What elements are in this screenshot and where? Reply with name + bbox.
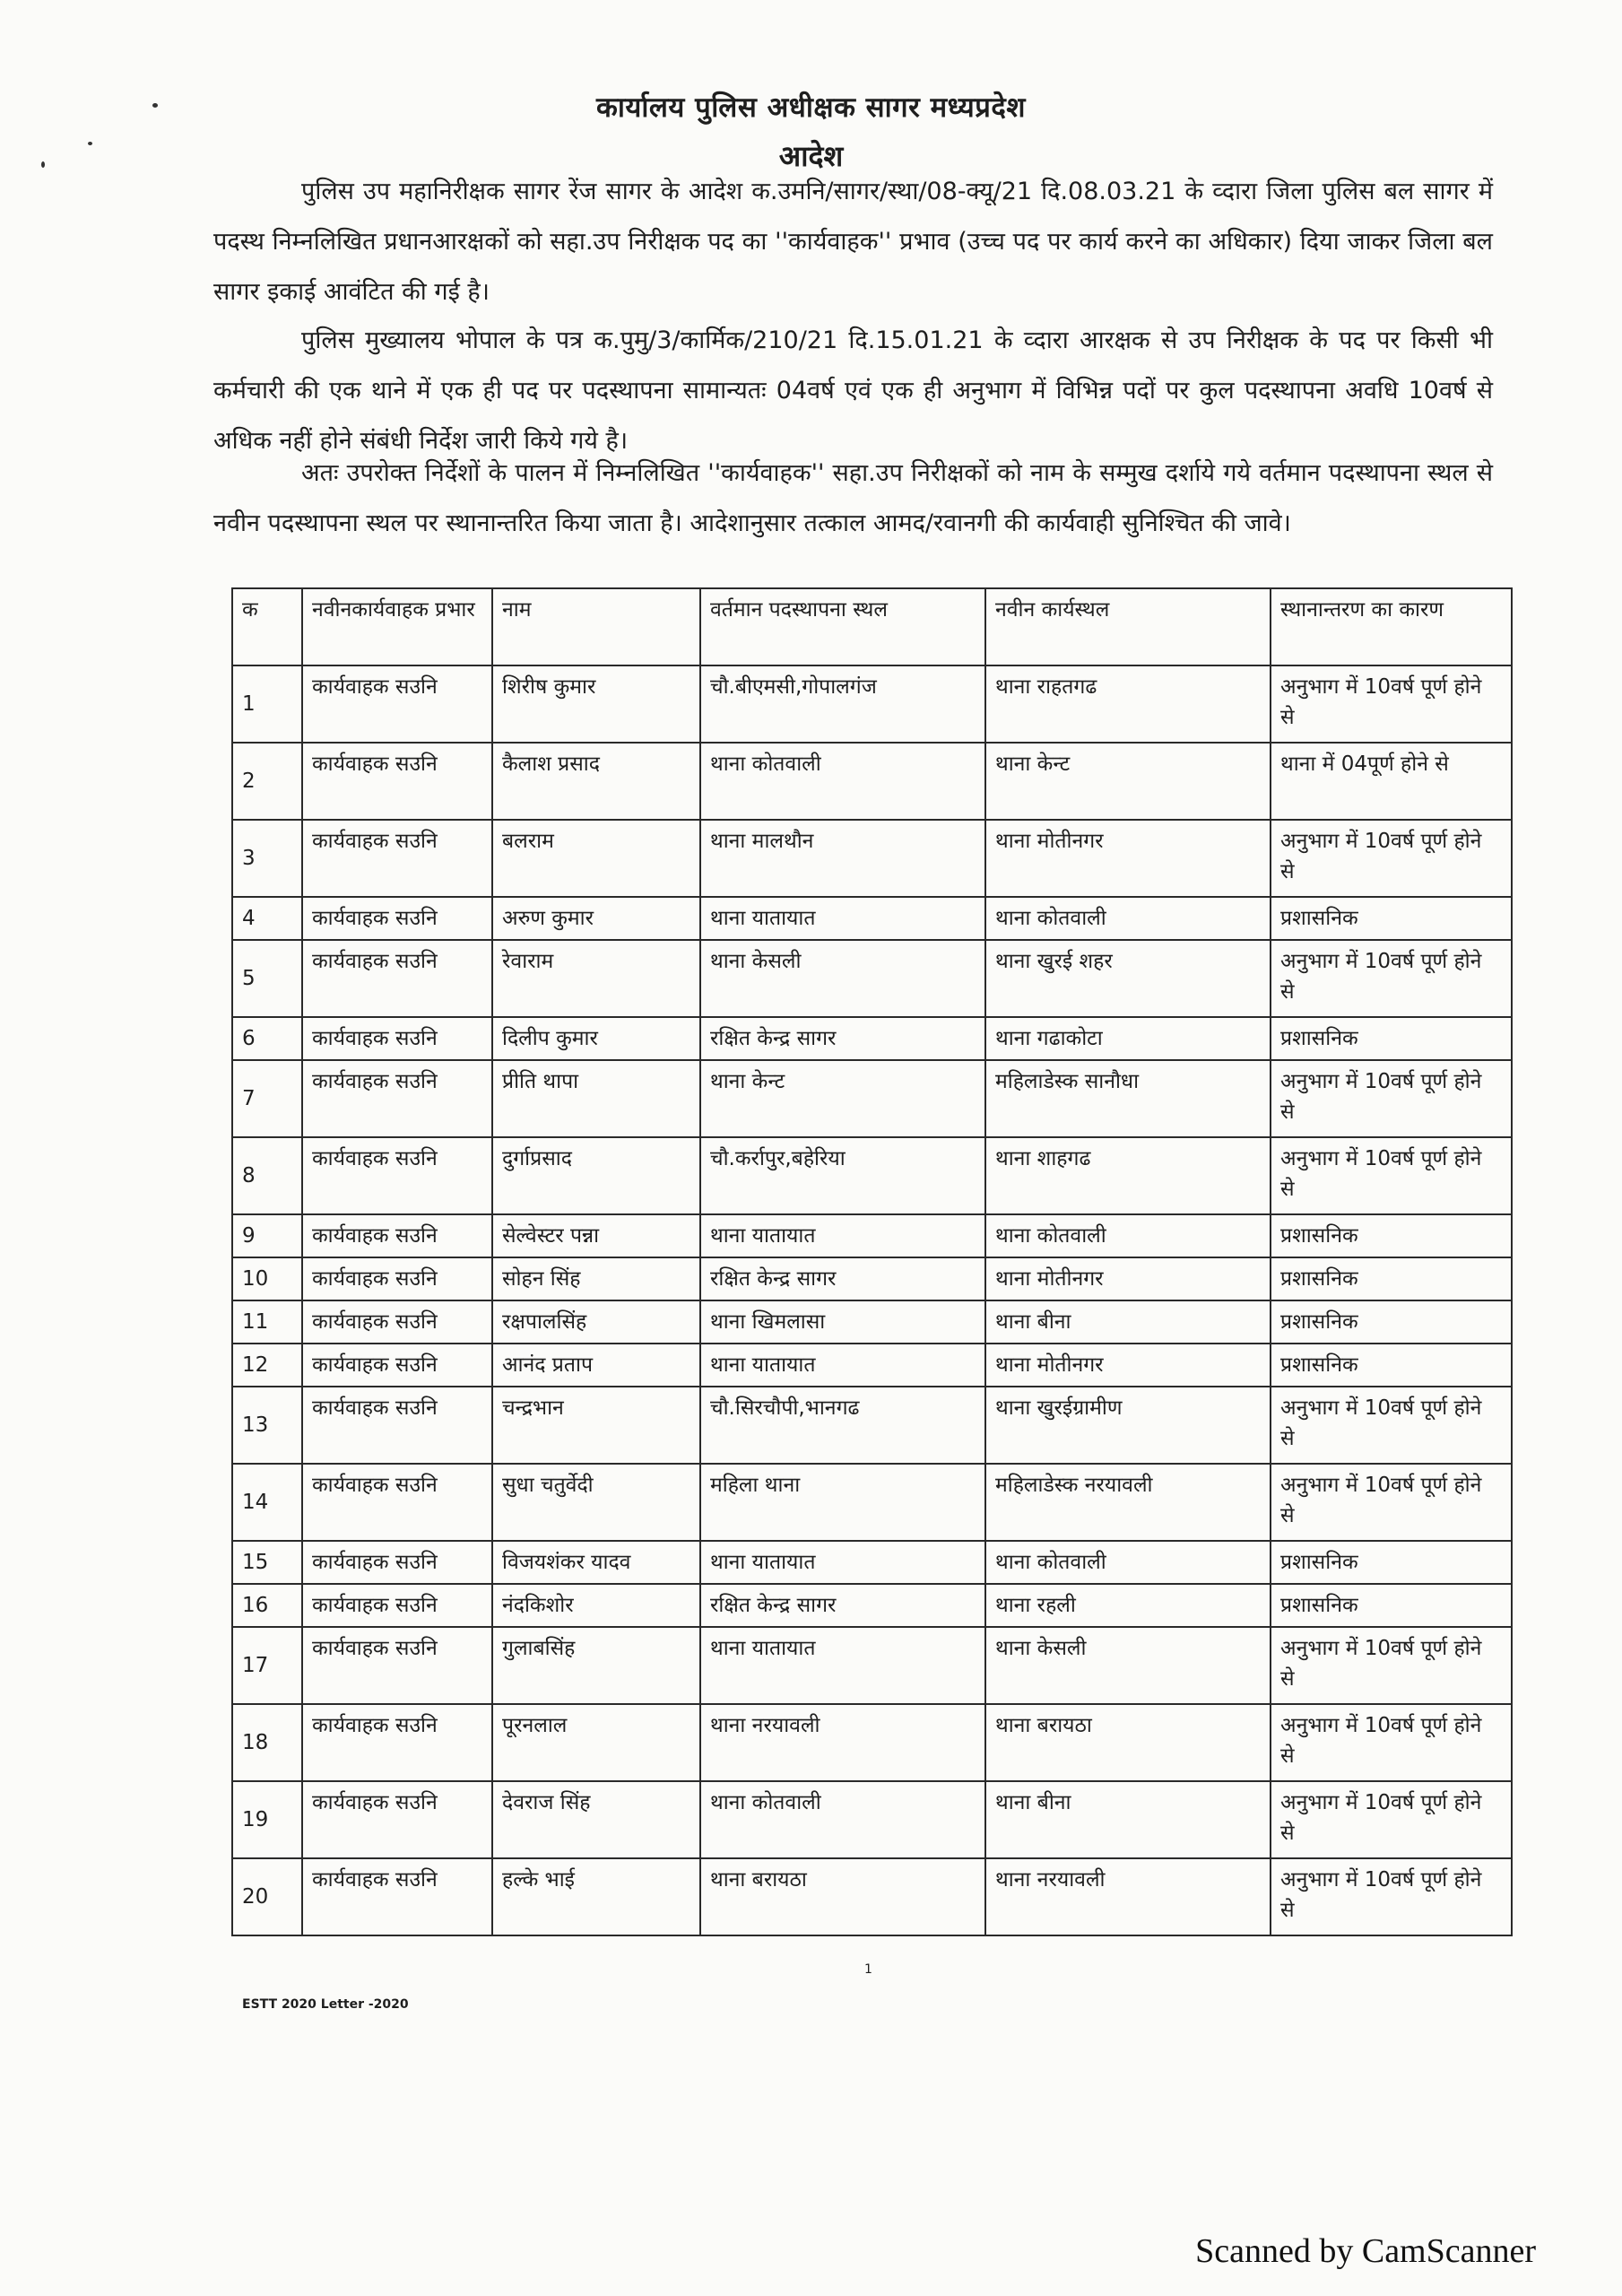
cell-charge: कार्यवाहक सउनि xyxy=(302,1627,492,1704)
cell-serial: 16 xyxy=(232,1584,302,1627)
cell-charge: कार्यवाहक सउनि xyxy=(302,1060,492,1137)
cell-serial: 9 xyxy=(232,1214,302,1257)
table-row xyxy=(232,1627,1512,1704)
cell-new-posting: थाना मोतीनगर xyxy=(985,1344,1271,1387)
cell-serial: 8 xyxy=(232,1137,302,1214)
cell-new-posting: थाना शाहगढ xyxy=(985,1137,1271,1214)
cell-current-posting: महिला थाना xyxy=(700,1464,985,1541)
cell-reason: अनुभाग में 10वर्ष पूर्ण होने से xyxy=(1271,1464,1512,1541)
paragraph-1 xyxy=(213,167,1493,317)
cell-reason: प्रशासनिक xyxy=(1271,1300,1512,1344)
cell-new-posting: थाना राहतगढ xyxy=(985,665,1271,743)
cell-charge: कार्यवाहक सउनि xyxy=(302,743,492,820)
cell-current-posting: चौ.बीएमसी,गोपालगंज xyxy=(700,665,985,743)
table-row xyxy=(232,1137,1512,1214)
cell-name: शिरीष कुमार xyxy=(492,665,700,743)
cell-current-posting: थाना यातायात xyxy=(700,897,985,940)
cell-name: सेल्वेस्टर पन्ना xyxy=(492,1214,700,1257)
cell-new-posting: थाना कोतवाली xyxy=(985,1541,1271,1584)
cell-reason: अनुभाग में 10वर्ष पूर्ण होने से xyxy=(1271,1627,1512,1704)
scanner-watermark: Scanned by CamScanner xyxy=(1195,2232,1536,2270)
table-row xyxy=(232,940,1512,1017)
order-title: आदेश xyxy=(778,139,844,173)
cell-reason: अनुभाग में 10वर्ष पूर्ण होने से xyxy=(1271,1060,1512,1137)
table-header-row xyxy=(232,588,1512,665)
cell-reason: प्रशासनिक xyxy=(1271,897,1512,940)
cell-serial: 20 xyxy=(232,1858,302,1935)
cell-reason: अनुभाग में 10वर्ष पूर्ण होने से xyxy=(1271,1781,1512,1858)
cell-charge: कार्यवाहक सउनि xyxy=(302,1387,492,1464)
table-row xyxy=(232,1214,1512,1257)
cell-charge: कार्यवाहक सउनि xyxy=(302,1464,492,1541)
cell-new-posting: थाना बीना xyxy=(985,1300,1271,1344)
cell-name: नंदकिशोर xyxy=(492,1584,700,1627)
cell-new-posting: थाना कोतवाली xyxy=(985,897,1271,940)
cell-current-posting: थाना केसली xyxy=(700,940,985,1017)
cell-current-posting: थाना खिमलासा xyxy=(700,1300,985,1344)
cell-current-posting: रक्षित केन्द्र सागर xyxy=(700,1584,985,1627)
cell-serial: 14 xyxy=(232,1464,302,1541)
cell-current-posting: रक्षित केन्द्र सागर xyxy=(700,1257,985,1300)
paragraph-2 xyxy=(213,316,1493,466)
cell-name: सोहन सिंह xyxy=(492,1257,700,1300)
cell-reason: अनुभाग में 10वर्ष पूर्ण होने से xyxy=(1271,940,1512,1017)
cell-reason: प्रशासनिक xyxy=(1271,1344,1512,1387)
cell-name: चन्द्रभान xyxy=(492,1387,700,1464)
cell-charge: कार्यवाहक सउनि xyxy=(302,1858,492,1935)
cell-charge: कार्यवाहक सउनि xyxy=(302,1584,492,1627)
cell-serial: 12 xyxy=(232,1344,302,1387)
cell-name: कैलाश प्रसाद xyxy=(492,743,700,820)
cell-serial: 3 xyxy=(232,820,302,897)
cell-serial: 19 xyxy=(232,1781,302,1858)
cell-serial: 6 xyxy=(232,1017,302,1060)
table-row xyxy=(232,1584,1512,1627)
cell-current-posting: थाना नरयावली xyxy=(700,1704,985,1781)
cell-serial: 11 xyxy=(232,1300,302,1344)
cell-name: दिलीप कुमार xyxy=(492,1017,700,1060)
cell-charge: कार्यवाहक सउनि xyxy=(302,1137,492,1214)
cell-new-posting: थाना केन्ट xyxy=(985,743,1271,820)
cell-name: प्रीति थापा xyxy=(492,1060,700,1137)
cell-charge: कार्यवाहक सउनि xyxy=(302,1541,492,1584)
table-body xyxy=(232,665,1512,1935)
header-new-posting: नवीन कार्यस्थल xyxy=(985,588,1271,665)
cell-new-posting: थाना मोतीनगर xyxy=(985,1257,1271,1300)
paragraph-1-text: पुलिस उप महानिरीक्षक सागर रेंज सागर के आदेश क.उमनि/सागर/स्था/08-क्यू/21 दि.08.03.21 के व्दारा जिला पुलिस बल सागर में पदस्थ निम्नलिखित प्रधानआरक्षकों को सहा.उप निरीक्षक पद का ''कार्यवाहक'' प्रभाव (उच्च पद पर कार्य करने का अधिकार) दिया जाकर जिला बल सागर इकाई आवंटित की गई है। xyxy=(213,178,1493,306)
cell-reason: अनुभाग में 10वर्ष पूर्ण होने से xyxy=(1271,1137,1512,1214)
table-row xyxy=(232,1344,1512,1387)
cell-serial: 13 xyxy=(232,1387,302,1464)
header-charge: नवीनकार्यवाहक प्रभार xyxy=(302,588,492,665)
cell-new-posting: महिलाडेस्क सानौधा xyxy=(985,1060,1271,1137)
footer-reference: ESTT 2020 Letter -2020 xyxy=(242,1997,409,2012)
header-name: नाम xyxy=(492,588,700,665)
cell-current-posting: थाना केन्ट xyxy=(700,1060,985,1137)
cell-new-posting: थाना गढाकोटा xyxy=(985,1017,1271,1060)
cell-current-posting: थाना यातायात xyxy=(700,1627,985,1704)
cell-charge: कार्यवाहक सउनि xyxy=(302,1781,492,1858)
cell-name: दुर्गाप्रसाद xyxy=(492,1137,700,1214)
cell-reason: अनुभाग में 10वर्ष पूर्ण होने से xyxy=(1271,1704,1512,1781)
cell-name: रक्षपालसिंह xyxy=(492,1300,700,1344)
table-row xyxy=(232,1017,1512,1060)
table-row xyxy=(232,1300,1512,1344)
cell-charge: कार्यवाहक सउनि xyxy=(302,1300,492,1344)
page-mark: 1 xyxy=(864,1962,872,1977)
cell-charge: कार्यवाहक सउनि xyxy=(302,1214,492,1257)
cell-serial: 5 xyxy=(232,940,302,1017)
transfer-table xyxy=(231,587,1513,1936)
cell-reason: अनुभाग में 10वर्ष पूर्ण होने से xyxy=(1271,665,1512,743)
cell-current-posting: थाना बरायठा xyxy=(700,1858,985,1935)
header-reason: स्थानान्तरण का कारण xyxy=(1271,588,1512,665)
cell-reason: प्रशासनिक xyxy=(1271,1584,1512,1627)
table-row xyxy=(232,743,1512,820)
table-row xyxy=(232,1060,1512,1137)
header-serial: क xyxy=(232,588,302,665)
cell-reason: प्रशासनिक xyxy=(1271,1257,1512,1300)
cell-charge: कार्यवाहक सउनि xyxy=(302,1017,492,1060)
cell-current-posting: थाना यातायात xyxy=(700,1541,985,1584)
cell-serial: 1 xyxy=(232,665,302,743)
cell-name: गुलाबसिंह xyxy=(492,1627,700,1704)
cell-charge: कार्यवाहक सउनि xyxy=(302,897,492,940)
cell-charge: कार्यवाहक सउनि xyxy=(302,1257,492,1300)
cell-serial: 17 xyxy=(232,1627,302,1704)
cell-reason: अनुभाग में 10वर्ष पूर्ण होने से xyxy=(1271,820,1512,897)
cell-new-posting: थाना खुरईग्रामीण xyxy=(985,1387,1271,1464)
cell-name: आनंद प्रताप xyxy=(492,1344,700,1387)
cell-serial: 7 xyxy=(232,1060,302,1137)
cell-reason: प्रशासनिक xyxy=(1271,1541,1512,1584)
cell-current-posting: थाना मालथौन xyxy=(700,820,985,897)
cell-serial: 18 xyxy=(232,1704,302,1781)
cell-new-posting: थाना मोतीनगर xyxy=(985,820,1271,897)
cell-current-posting: थाना कोतवाली xyxy=(700,743,985,820)
cell-new-posting: थाना रहली xyxy=(985,1584,1271,1627)
cell-serial: 15 xyxy=(232,1541,302,1584)
table-row xyxy=(232,1704,1512,1781)
table-row xyxy=(232,1858,1512,1935)
cell-current-posting: रक्षित केन्द्र सागर xyxy=(700,1017,985,1060)
cell-new-posting: थाना बीना xyxy=(985,1781,1271,1858)
cell-new-posting: थाना कोतवाली xyxy=(985,1214,1271,1257)
cell-name: बलराम xyxy=(492,820,700,897)
office-heading: कार्यालय पुलिस अधीक्षक सागर मध्यप्रदेश xyxy=(596,91,1026,124)
cell-serial: 4 xyxy=(232,897,302,940)
table-row xyxy=(232,1257,1512,1300)
cell-name: सुधा चतुर्वेदी xyxy=(492,1464,700,1541)
cell-new-posting: थाना खुरई शहर xyxy=(985,940,1271,1017)
table-row xyxy=(232,1541,1512,1584)
cell-reason: प्रशासनिक xyxy=(1271,1214,1512,1257)
cell-current-posting: थाना यातायात xyxy=(700,1344,985,1387)
cell-charge: कार्यवाहक सउनि xyxy=(302,665,492,743)
header-current-posting: वर्तमान पदस्थापना स्थल xyxy=(700,588,985,665)
cell-name: विजयशंकर यादव xyxy=(492,1541,700,1584)
table-row xyxy=(232,1464,1512,1541)
cell-new-posting: महिलाडेस्क नरयावली xyxy=(985,1464,1271,1541)
table-row xyxy=(232,820,1512,897)
cell-name: रेवाराम xyxy=(492,940,700,1017)
cell-current-posting: थाना यातायात xyxy=(700,1214,985,1257)
cell-charge: कार्यवाहक सउनि xyxy=(302,1704,492,1781)
cell-charge: कार्यवाहक सउनि xyxy=(302,940,492,1017)
cell-current-posting: चौ.सिरचौपी,भानगढ xyxy=(700,1387,985,1464)
cell-name: देवराज सिंह xyxy=(492,1781,700,1858)
cell-new-posting: थाना नरयावली xyxy=(985,1858,1271,1935)
cell-serial: 10 xyxy=(232,1257,302,1300)
cell-name: हल्के भाई xyxy=(492,1858,700,1935)
paragraph-3-text: अतः उपरोक्त निर्देशों के पालन में निम्नलिखित ''कार्यवाहक'' सहा.उप निरीक्षकों को नाम के सम्मुख दर्शाये गये वर्तमान पदस्थापना स्थल से नवीन पदस्थापना स्थल पर स्थानान्तरित किया जाता है। आदेशानुसार तत्काल आमद/रवानगी की कार्यवाही सुनिश्चित की जावे। xyxy=(213,459,1493,537)
cell-current-posting: चौ.कर्रापुर,बहेरिया xyxy=(700,1137,985,1214)
paragraph-2-text: पुलिस मुख्यालय भोपाल के पत्र क.पुमु/3/कार्मिक/210/21 दि.15.01.21 के व्दारा आरक्षक से उप निरीक्षक के पद पर किसी भी कर्मचारी की एक थाने में एक ही पद पर पदस्थापना सामान्यतः 04वर्ष एवं एक ही अनुभाग में विभिन्न पदों पर कुल पदस्थापना अवधि 10वर्ष से अधिक नहीं होने संबंधी निर्देश जारी किये गये है। xyxy=(213,326,1493,455)
cell-reason: प्रशासनिक xyxy=(1271,1017,1512,1060)
cell-reason: अनुभाग में 10वर्ष पूर्ण होने से xyxy=(1271,1387,1512,1464)
cell-charge: कार्यवाहक सउनि xyxy=(302,820,492,897)
table-row xyxy=(232,897,1512,940)
paragraph-3 xyxy=(213,448,1493,549)
cell-serial: 2 xyxy=(232,743,302,820)
cell-name: पूरनलाल xyxy=(492,1704,700,1781)
table-row xyxy=(232,665,1512,743)
cell-name: अरुण कुमार xyxy=(492,897,700,940)
cell-reason: थाना में 04पूर्ण होने से xyxy=(1271,743,1512,820)
cell-current-posting: थाना कोतवाली xyxy=(700,1781,985,1858)
table-row xyxy=(232,1387,1512,1464)
cell-reason: अनुभाग में 10वर्ष पूर्ण होने से xyxy=(1271,1858,1512,1935)
cell-new-posting: थाना केसली xyxy=(985,1627,1271,1704)
cell-new-posting: थाना बरायठा xyxy=(985,1704,1271,1781)
table-row xyxy=(232,1781,1512,1858)
cell-charge: कार्यवाहक सउनि xyxy=(302,1344,492,1387)
